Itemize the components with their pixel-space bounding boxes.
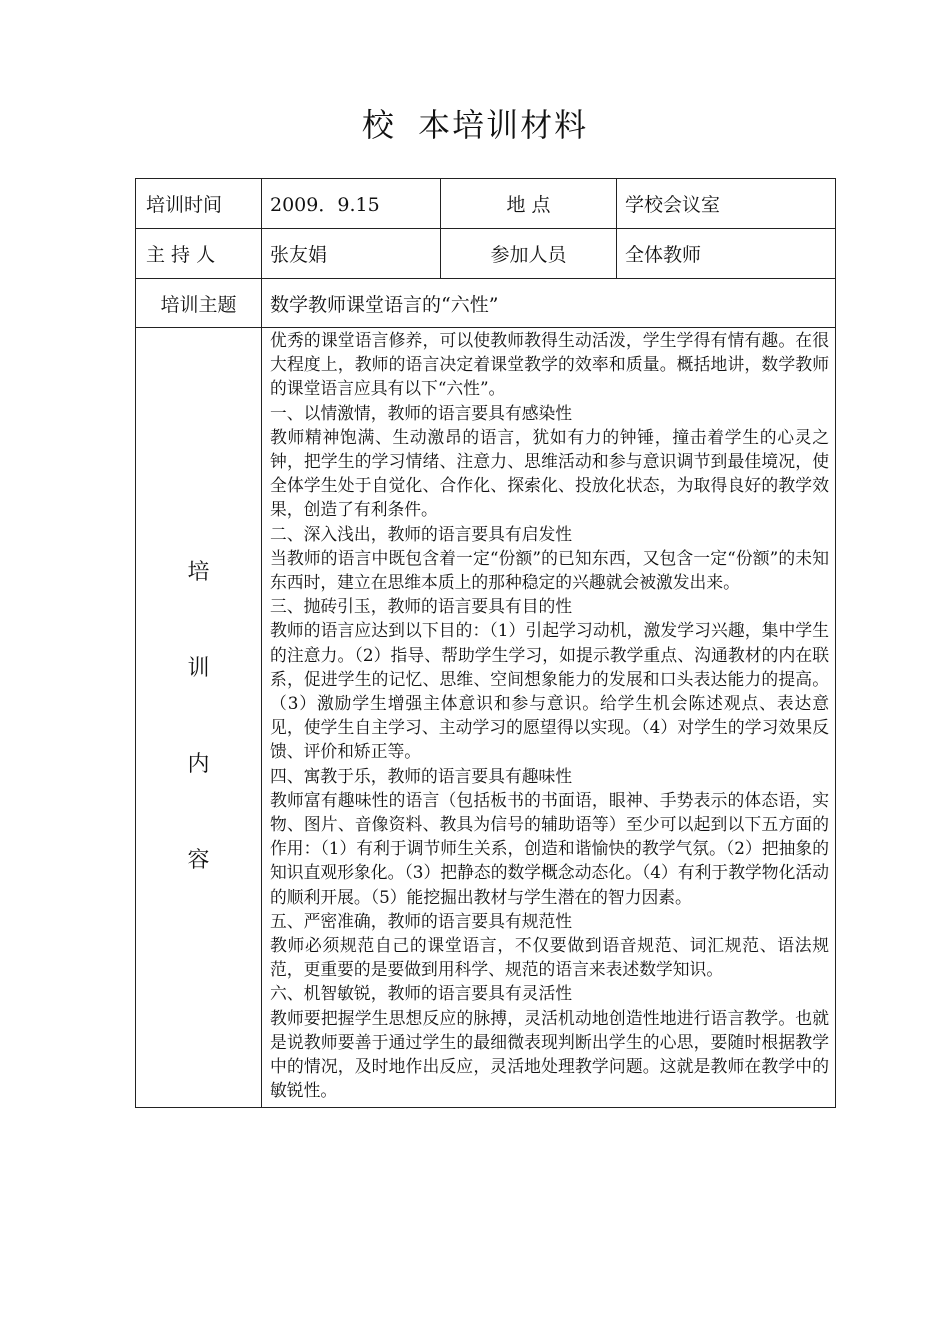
time-place-row [136,179,836,229]
document-title: 校 本培训材料 [361,106,589,144]
topic-label: 培训主题 [136,279,262,328]
content-row [136,328,836,1108]
place-value: 学校会议室 [617,179,836,229]
content-body [262,328,836,1108]
section-heading: 一、以情激情，教师的语言要具有感染性 [270,402,573,423]
section-heading: 四、寓教于乐，教师的语言要具有趣味性 [270,765,573,786]
content-label [136,328,262,1108]
section-heading: 三、抛砖引玉，教师的语言要具有目的性 [270,596,573,617]
section-heading: 六、机智敏锐，教师的语言要具有灵活性 [270,983,573,1004]
intro-paragraph: 优秀的课堂语言修养，可以使教师教得生动活泼，学生学得有情有趣。在很大程度上，教师的语言决定着课堂教学的效率和质量。概括地讲，数学教师的课堂语言应具有以下“六性”。 [270,330,829,399]
content-label-char: 内 [187,752,210,778]
host-value: 张友娟 [262,229,441,279]
participants-label: 参加人员 [441,229,617,279]
section-heading: 二、深入浅出，教师的语言要具有启发性 [270,523,573,544]
section-paragraph: 教师精神饱满、生动激昂的语言，犹如有力的钟锤，撞击着学生的心灵之钟，把学生的学习情绪、注意力、思维活动和参与意识调节到最佳境况，使全体学生处于自觉化、合作化、探索化、投放化状态，为取得良好的教学效果，创造了有利条件。 [270,426,829,520]
section-paragraph: 当教师的语言中既包含着一定“份额”的已知东西，又包含一定“份额”的未知东西时，建立在思维本质上的那种稳定的兴趣就会被激发出来。 [270,547,829,593]
section-paragraph: 教师富有趣味性的语言（包括板书的书面语，眼神、手势表示的体态语，实物、图片、音像资料、教具为信号的辅助语等）至少可以起到以下五方面的作用：（1）有利于调节师生关系，创造和谐愉快的教学气氛。（2）把抽象的知识直观形象化。（3）把静态的数学概念动态化。（4）有利于教学物化活动的顺利开展。（5）能挖掘出教材与学生潜在的智力因素。 [270,789,829,907]
place-label: 地 点 [441,179,617,229]
section-paragraph: 教师必须规范自己的课堂语言，不仅要做到语音规范、词汇规范、语法规范，更重要的是要做到用科学、规范的语言来表述数学知识。 [270,935,829,980]
topic-value: 数学教师课堂语言的“六性” [262,279,836,328]
training-form-table [135,178,836,1108]
time-label: 培训时间 [136,179,262,229]
host-participants-row [136,229,836,279]
section-heading: 五、严密准确，教师的语言要具有规范性 [270,910,573,931]
section-paragraph: 教师的语言应达到以下目的：（1）引起学习动机，激发学习兴趣，集中学生的注意力。（2）指导、帮助学生学习，如提示教学重点、沟通教材的内在联系，促进学生的记忆、思维、空间想象能力的发展和口头表达能力的提高。（3）激励学生增强主体意识和参与意识。给学生机会陈述观点、表达意见，使学生自主学习、主动学习的愿望得以实现。（4）对学生的学习效果反馈、评价和矫正等。 [270,620,829,762]
section-paragraph: 教师要把握学生思想反应的脉搏，灵活机动地创造性地进行语言教学。也就是说教师要善于通过学生的最细微表现判断出学生的心思，要随时根据教学中的情况，及时地作出反应，灵活地处理教学问题。这就是教师在教学中的敏锐性。 [270,1007,829,1101]
participants-value: 全体教师 [617,229,836,279]
content-label-char: 培 [187,560,210,586]
content-label-char: 容 [187,848,210,874]
content-label-char: 训 [187,656,210,682]
topic-row [136,279,836,328]
host-label: 主 持 人 [136,229,262,279]
time-value: 2009．9.15 [262,179,441,229]
